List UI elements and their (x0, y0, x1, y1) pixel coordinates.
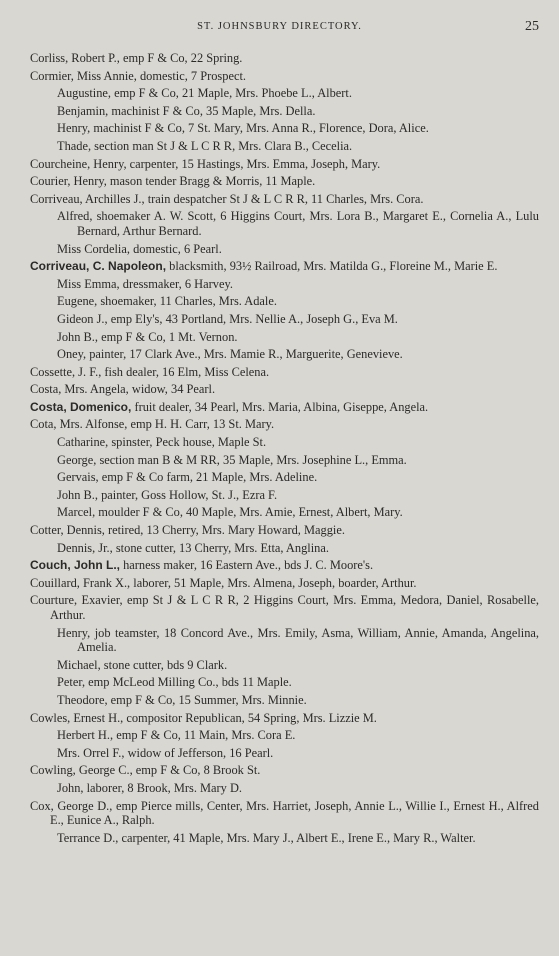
directory-entry (30, 576, 539, 591)
entry-details: emp F & Co, 1 Mt. Vernon. (97, 329, 238, 344)
directory-sub-entry (57, 435, 539, 450)
entry-details: laborer, 51 Maple, Mrs. Almena, Joseph, boarder, Arthur. (130, 575, 417, 590)
entry-details: carpenter, 15 Hastings, Mrs. Emma, Joseph, Mary. (126, 156, 381, 171)
entry-name: Costa, Mrs. Angela, (30, 382, 129, 397)
directory-entry (30, 51, 539, 66)
directory-sub-entry (57, 104, 539, 119)
directory-entry (30, 799, 539, 828)
entry-details: spinster, Peck house, Maple St. (108, 435, 267, 450)
directory-sub-entry (57, 470, 539, 485)
entry-name: Peter, (57, 675, 86, 690)
directory-entry (30, 157, 539, 172)
directory-sub-entry (57, 488, 539, 503)
directory-sub-entry (57, 209, 539, 238)
entry-details: train despatcher St J & L C R R, 11 Charles, Mrs. Cora. (144, 191, 424, 206)
entry-details: painter, Goss Hollow, St. J., Ezra F. (97, 487, 278, 502)
entry-details: emp Ely's, 43 Portland, Mrs. Nellie A., Joseph G., Eva M. (107, 311, 398, 326)
entry-name: Michael, (57, 657, 101, 672)
directory-sub-entry (57, 658, 539, 673)
entry-name: Costa, Domenico, (30, 399, 132, 414)
directory-sub-entry (57, 86, 539, 101)
entry-name: Thade, (57, 138, 92, 153)
directory-sub-entry (57, 294, 539, 309)
entry-details: emp F & Co, 8 Brook St. (132, 763, 261, 778)
entry-name: Cossette, J. F., (30, 364, 102, 379)
entry-details: domestic, 7 Prospect. (136, 68, 246, 83)
entry-details: machinist F & Co, 7 St. Mary, Mrs. Anna R., Florence, Dora, Alice. (90, 121, 429, 136)
directory-entry (30, 382, 539, 397)
entry-details: widow of Jefferson, 16 Pearl. (124, 745, 274, 760)
directory-sub-entry (57, 330, 539, 345)
entry-name: Gervais, (57, 470, 99, 485)
entry-details: widow, 34 Pearl. (128, 382, 216, 397)
directory-listing (0, 51, 559, 848)
directory-entry (30, 593, 539, 622)
entry-details: emp F & Co, 15 Summer, Mrs. Minnie. (107, 692, 307, 707)
entry-name: Eugene, (57, 294, 98, 309)
entry-details: blacksmith, 93½ Railroad, Mrs. Matilda G., Floreine M., Marie E. (166, 259, 498, 274)
entry-name: Couch, John L., (30, 558, 120, 573)
entry-details: emp McLeod Milling Co., bds 11 Maple. (85, 675, 292, 690)
entry-details: section man St J & L C R R, Mrs. Clara B., Cecelia. (91, 138, 353, 153)
entry-details: emp Pierce mills, Center, Mrs. Harriet, Joseph, Annie L., Willie I., Ernest H., Alfred E., Eunice A., Ralph. (50, 798, 539, 828)
entry-details: shoemaker A. W. Scott, 6 Higgins Court, Mrs. Lora B., Margaret E., Cornelia A., Lulu Bernard, Arthur Bernard. (77, 209, 539, 238)
directory-entry (30, 69, 539, 84)
entry-details: dressmaker, 6 Harvey. (119, 276, 233, 291)
entry-details: moulder F & Co, 40 Maple, Mrs. Amie, Ernest, Albert, Mary. (95, 505, 403, 520)
directory-entry (30, 558, 539, 573)
entry-details: painter, 17 Clark Ave., Mrs. Mamie R., Marguerite, Genevieve. (86, 347, 403, 362)
directory-entry (30, 365, 539, 380)
entry-name: Miss Cordelia, (57, 241, 130, 256)
entry-name: Cormier, Miss Annie, (30, 68, 137, 83)
entry-details: emp F & Co, 22 Spring. (119, 51, 243, 65)
entry-name: Dennis, Jr., (57, 540, 113, 555)
entry-name: Courier, Henry, (30, 174, 107, 189)
entry-details: stone cutter, 13 Cherry, Mrs. Etta, Anglina. (112, 540, 329, 555)
entry-name: Corriveau, Archilles J., (30, 191, 145, 206)
entry-name: Couillard, Frank X., (30, 575, 131, 590)
entry-name: George, (57, 452, 97, 467)
entry-details: emp F & Co, 21 Maple, Mrs. Phoebe L., Albert. (111, 86, 352, 101)
running-head: ST. JOHNSBURY DIRECTORY. (197, 21, 362, 32)
entry-name: Henry, (57, 121, 91, 136)
directory-sub-entry (57, 139, 539, 154)
directory-sub-entry (57, 277, 539, 292)
directory-sub-entry (57, 831, 539, 846)
entry-name: John, (57, 780, 84, 795)
entry-name: Herbert H., (57, 728, 114, 743)
entry-name: Courcheine, Henry, (30, 156, 127, 171)
directory-sub-entry (57, 242, 539, 257)
directory-entry (30, 523, 539, 538)
entry-name: Benjamin, (57, 103, 109, 118)
entry-name: Cowling, George C., (30, 763, 133, 778)
directory-entry (30, 763, 539, 778)
directory-sub-entry (57, 746, 539, 761)
entry-details: job teamster, 18 Concord Ave., Mrs. Emily, Asma, William, Annie, Amanda, Angelina, Amelia. (77, 625, 539, 655)
directory-entry (30, 259, 539, 274)
entry-details: stone cutter, bds 9 Clark. (100, 657, 228, 672)
entry-details: domestic, 6 Pearl. (129, 241, 222, 256)
entry-name: Henry, (57, 625, 91, 640)
entry-name: Alfred, (57, 209, 93, 224)
entry-name: Terrance D., (57, 830, 119, 845)
directory-sub-entry (57, 693, 539, 708)
directory-sub-entry (57, 347, 539, 362)
entry-name: Corliss, Robert P., (30, 51, 120, 65)
entry-details: emp F & Co farm, 21 Maple, Mrs. Adeline. (98, 470, 318, 485)
entry-name: Cowles, Ernest H., (30, 710, 124, 725)
directory-sub-entry (57, 541, 539, 556)
entry-name: Catharine, (57, 435, 109, 450)
page-header (0, 19, 559, 35)
entry-details: compositor Republican, 54 Spring, Mrs. Lizzie M. (123, 710, 377, 725)
entry-details: harness maker, 16 Eastern Ave., bds J. C. Moore's. (120, 558, 374, 573)
directory-sub-entry (57, 675, 539, 690)
entry-details: emp F & Co, 11 Main, Mrs. Cora E. (113, 728, 296, 743)
directory-entry (30, 192, 539, 207)
entry-details: mason tender Bragg & Morris, 11 Maple. (106, 174, 316, 189)
entry-name: Mrs. Orrel F., (57, 745, 125, 760)
entry-details: machinist F & Co, 35 Maple, Mrs. Della. (108, 103, 316, 118)
directory-entry (30, 174, 539, 189)
entry-details: retired, 13 Cherry, Mrs. Mary Howard, Maggie. (104, 523, 345, 538)
entry-details: fruit dealer, 34 Pearl, Mrs. Maria, Albina, Giseppe, Angela. (131, 399, 429, 414)
entry-details: emp St J & L C R R, 2 Higgins Court, Mrs. Emma, Medora, Daniel, Rosabelle, Arthur. (50, 593, 539, 622)
entry-name: Augustine, (57, 86, 112, 101)
directory-sub-entry (57, 312, 539, 327)
entry-name: John B., (57, 487, 98, 502)
entry-details: laborer, 8 Brook, Mrs. Mary D. (83, 780, 243, 795)
entry-details: section man B & M RR, 35 Maple, Mrs. Josephine L., Emma. (96, 452, 407, 467)
directory-sub-entry (57, 781, 539, 796)
entry-details: emp H. H. Carr, 13 St. Mary. (127, 417, 275, 432)
entry-name: Marcel, (57, 505, 96, 520)
entry-name: Cota, Mrs. Alfonse, (30, 417, 128, 432)
entry-name: Oney, (57, 347, 87, 362)
directory-sub-entry (57, 505, 539, 520)
entry-details: shoemaker, 11 Charles, Mrs. Adale. (97, 294, 277, 309)
directory-sub-entry (57, 121, 539, 136)
entry-name: John B., (57, 329, 98, 344)
page-number: 25 (525, 19, 539, 34)
entry-details: carpenter, 41 Maple, Mrs. Mary J., Albert E., Irene E., Mary R., Walter. (118, 830, 476, 845)
entry-name: Gideon J., (57, 311, 108, 326)
entry-name: Theodore, (57, 692, 108, 707)
directory-entry (30, 711, 539, 726)
directory-sub-entry (57, 626, 539, 655)
entry-name: Miss Emma, (57, 276, 120, 291)
entry-name: Cotter, Dennis, (30, 523, 105, 538)
directory-sub-entry (57, 728, 539, 743)
directory-sub-entry (57, 453, 539, 468)
entry-name: Cox, George D., (30, 798, 113, 813)
entry-name: Corriveau, C. Napoleon, (30, 259, 167, 274)
entry-details: fish dealer, 16 Elm, Miss Celena. (101, 364, 270, 379)
directory-entry (30, 400, 539, 415)
entry-name: Courture, Exavier, (30, 593, 123, 608)
directory-entry (30, 417, 539, 432)
